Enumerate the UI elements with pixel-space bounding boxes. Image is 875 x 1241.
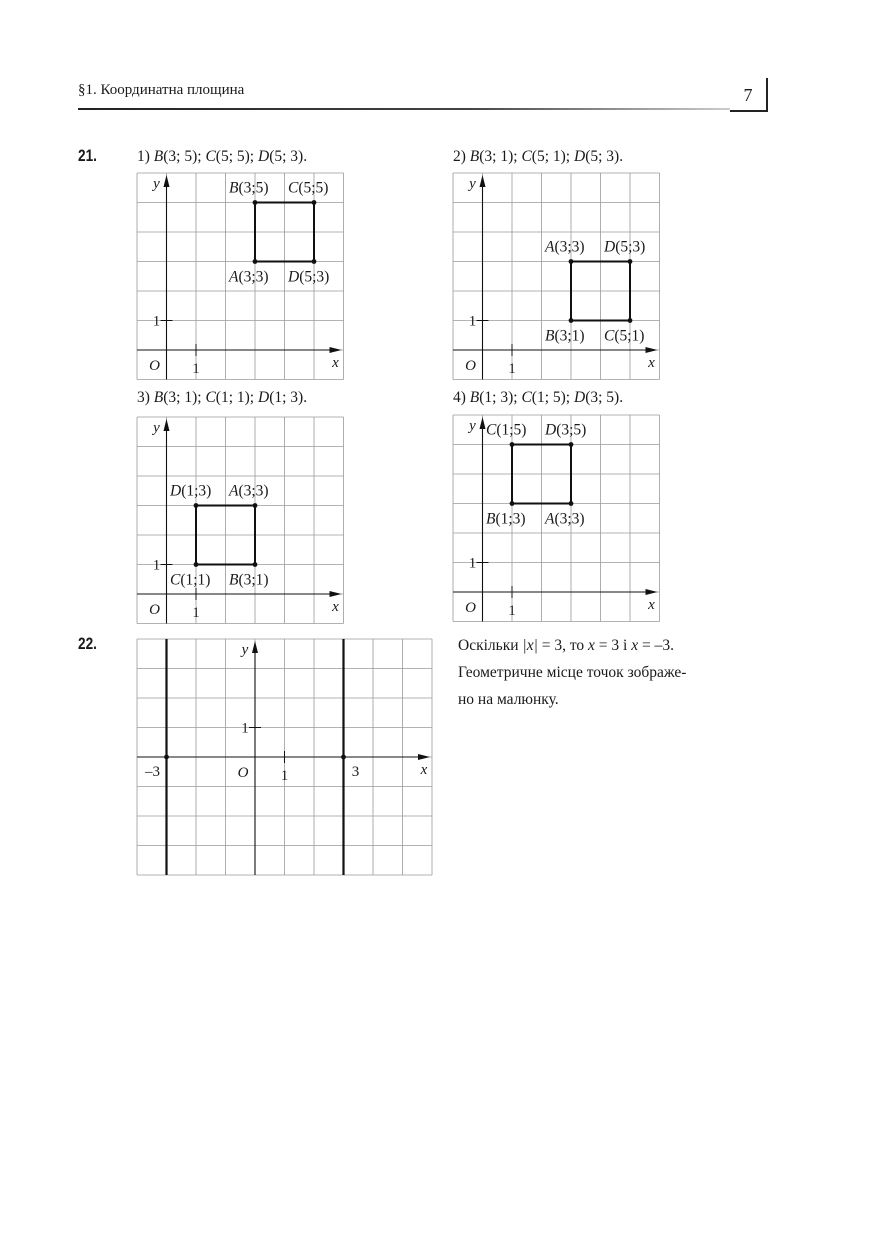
axis-label-x: x bbox=[648, 597, 655, 613]
explanation-mid: = 3, то bbox=[537, 637, 589, 654]
vertex-label: A(3;3) bbox=[229, 268, 269, 286]
caption-text: (5; 3). bbox=[269, 148, 308, 165]
explanation-eq-2: = –3. bbox=[638, 637, 674, 654]
vertex-label: B(3;5) bbox=[229, 179, 269, 197]
caption-text: 3) bbox=[137, 389, 154, 406]
axis-label-y: y bbox=[469, 176, 476, 192]
caption-text: (1; 5); bbox=[531, 389, 574, 406]
plot-caption-3 bbox=[137, 389, 307, 407]
axis-label-y: y bbox=[153, 176, 160, 192]
locus-line-label: 3 bbox=[351, 764, 360, 780]
x-axis-arrow bbox=[330, 591, 342, 597]
axis-label-x: x bbox=[648, 355, 655, 371]
point-letter: D bbox=[257, 148, 270, 165]
vertex-label: B(3;1) bbox=[545, 327, 585, 345]
plot-caption-2 bbox=[453, 148, 623, 166]
caption-text: (1; 3); bbox=[479, 389, 522, 406]
y-axis-arrow bbox=[164, 419, 170, 431]
origin-label: O bbox=[465, 600, 476, 616]
abs-value: |x| bbox=[522, 637, 538, 654]
vertex-point bbox=[510, 442, 515, 447]
explanation-line-2: Геометричне місце точок зображе- bbox=[458, 664, 687, 681]
vertex-point bbox=[628, 259, 633, 264]
vertex-label: B(1;3) bbox=[486, 510, 526, 528]
header-rule bbox=[78, 108, 730, 110]
vertex-point bbox=[312, 200, 317, 205]
section-title: §1. Координатна площина bbox=[78, 82, 245, 98]
caption-text: (5; 5); bbox=[215, 148, 258, 165]
vertex-label: D(3;5) bbox=[545, 421, 587, 439]
unit-label-y: 1 bbox=[468, 313, 477, 330]
caption-text: (3; 5). bbox=[585, 389, 624, 406]
y-axis-arrow bbox=[164, 175, 170, 187]
axis-label-x: x bbox=[420, 762, 428, 778]
axis-label-y: y bbox=[469, 418, 476, 434]
plot-caption-4 bbox=[453, 389, 623, 407]
axis-label-y: y bbox=[241, 642, 249, 658]
vertex-point bbox=[312, 259, 317, 264]
y-axis-arrow bbox=[252, 641, 258, 653]
vertex-label: D(5;3) bbox=[604, 238, 646, 256]
caption-text: (5; 1); bbox=[531, 148, 574, 165]
unit-label-x: 1 bbox=[192, 361, 200, 377]
coordinate-plot-4 bbox=[453, 415, 663, 625]
unit-label-x: 1 bbox=[280, 768, 289, 784]
caption-text: 2) bbox=[453, 148, 470, 165]
caption-text: (3; 1); bbox=[163, 389, 206, 406]
coordinate-plot-2 bbox=[453, 173, 663, 383]
plot-caption-1 bbox=[137, 148, 307, 166]
vertex-label: C(1;1) bbox=[170, 571, 211, 589]
vertex-label: A(3;3) bbox=[545, 510, 585, 528]
explanation-line-3: но на малюнку. bbox=[458, 691, 559, 708]
point-letter: C bbox=[521, 389, 532, 406]
explanation-var-1: x bbox=[588, 637, 595, 654]
vertex-label: D(5;3) bbox=[288, 268, 330, 286]
point-letter: C bbox=[521, 148, 532, 165]
explanation-eq-1: = 3 і bbox=[594, 637, 632, 654]
point-letter: D bbox=[573, 148, 586, 165]
vertex-point bbox=[628, 318, 633, 323]
coordinate-plot-3 bbox=[137, 417, 347, 627]
locus-point bbox=[341, 755, 346, 760]
origin-label: O bbox=[465, 358, 476, 374]
point-letter: C bbox=[205, 148, 216, 165]
x-axis-arrow bbox=[330, 347, 342, 353]
coordinate-plot-22 bbox=[137, 639, 437, 879]
point-letter: C bbox=[205, 389, 216, 406]
unit-label-y: 1 bbox=[468, 555, 477, 572]
locus-line-label: –3 bbox=[145, 764, 160, 780]
vertex-label: A(3;3) bbox=[229, 482, 269, 500]
locus-point bbox=[164, 755, 169, 760]
page-number: 7 bbox=[730, 78, 768, 112]
vertex-point bbox=[569, 259, 574, 264]
vertex-point bbox=[569, 442, 574, 447]
unit-label-y: 1 bbox=[152, 313, 161, 330]
point-letter: B bbox=[469, 389, 480, 406]
vertex-point bbox=[194, 562, 199, 567]
origin-label: O bbox=[237, 765, 249, 781]
vertex-label: B(3;1) bbox=[229, 571, 269, 589]
unit-label-y: 1 bbox=[241, 720, 249, 737]
explanation-22 bbox=[458, 632, 778, 713]
caption-text: 1) bbox=[137, 148, 154, 165]
caption-text: 4) bbox=[453, 389, 470, 406]
vertex-label: C(5;5) bbox=[288, 179, 329, 197]
vertex-point bbox=[510, 501, 515, 506]
caption-text: (3; 5); bbox=[163, 148, 206, 165]
vertex-point bbox=[194, 503, 199, 508]
y-axis-arrow bbox=[480, 175, 486, 187]
explanation-line-1 bbox=[458, 632, 778, 659]
unit-label-x: 1 bbox=[192, 605, 200, 621]
caption-text: (5; 3). bbox=[585, 148, 624, 165]
point-letter: D bbox=[257, 389, 270, 406]
point-letter: B bbox=[153, 389, 164, 406]
x-axis-arrow bbox=[418, 754, 430, 760]
explanation-var-2: x bbox=[631, 637, 639, 654]
point-letter: B bbox=[469, 148, 480, 165]
axis-label-x: x bbox=[332, 355, 339, 371]
caption-text: (1; 3). bbox=[269, 389, 308, 406]
vertex-point bbox=[253, 503, 258, 508]
vertex-label: A(3;3) bbox=[545, 238, 585, 256]
caption-text: (3; 1); bbox=[479, 148, 522, 165]
axis-label-y: y bbox=[153, 420, 160, 436]
x-axis-arrow bbox=[646, 589, 658, 595]
vertex-label: D(1;3) bbox=[170, 482, 212, 500]
axis-label-x: x bbox=[332, 599, 339, 615]
unit-label-y: 1 bbox=[152, 557, 161, 574]
vertex-point bbox=[569, 501, 574, 506]
unit-label-x: 1 bbox=[508, 603, 516, 619]
vertex-label: C(5;1) bbox=[604, 327, 645, 345]
vertex-point bbox=[253, 562, 258, 567]
y-axis-arrow bbox=[480, 417, 486, 429]
abs-variable: x bbox=[526, 637, 534, 654]
coordinate-plot-1 bbox=[137, 173, 347, 383]
vertex-point bbox=[253, 200, 258, 205]
vertex-point bbox=[253, 259, 258, 264]
problem-number-21: 21. bbox=[78, 146, 97, 165]
caption-text: (1; 1); bbox=[215, 389, 258, 406]
explanation-prefix: Оскільки bbox=[458, 637, 523, 654]
x-axis-arrow bbox=[646, 347, 658, 353]
problem-number-22: 22. bbox=[78, 634, 97, 653]
point-letter: D bbox=[573, 389, 586, 406]
origin-label: O bbox=[149, 602, 160, 618]
vertex-point bbox=[569, 318, 574, 323]
point-letter: B bbox=[153, 148, 164, 165]
vertex-label: C(1;5) bbox=[486, 421, 527, 439]
unit-label-x: 1 bbox=[508, 361, 516, 377]
origin-label: O bbox=[149, 358, 160, 374]
